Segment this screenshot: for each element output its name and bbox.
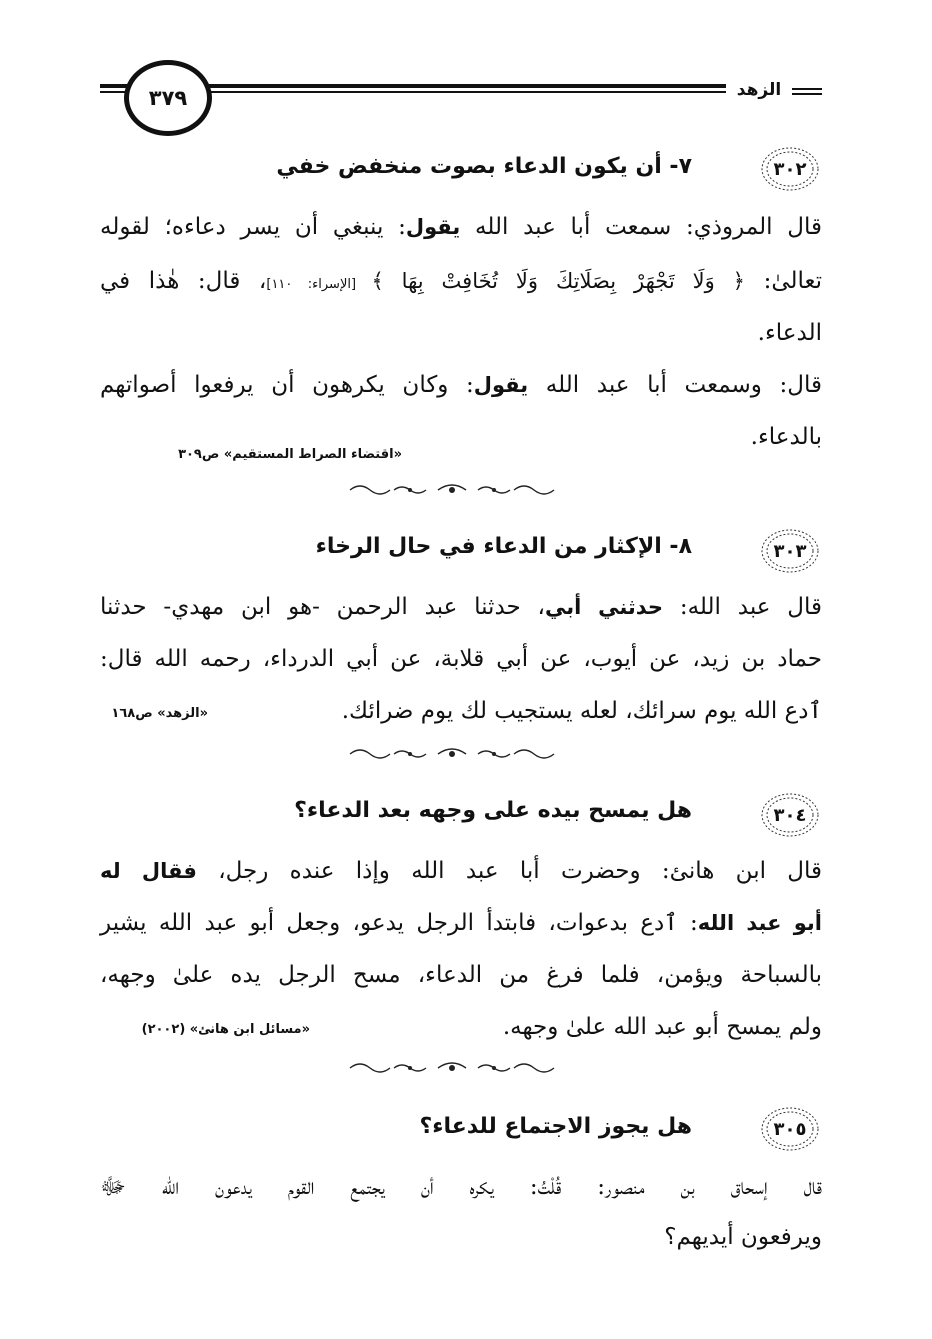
section-number-badge — [760, 528, 820, 574]
section-heading: هل يمسح بيده على وجهه بعد الدعاء؟ — [294, 798, 692, 823]
text-line: بالدعاء. — [750, 424, 822, 450]
text-line: قال المروذي: سمعت أبا عبد الله يقول: ينبغي أن يسر دعاءه؛ لقوله — [100, 214, 822, 240]
section-number-badge — [760, 792, 820, 838]
section-number-badge — [760, 1106, 820, 1152]
text-line: قال ابن هانئ: وحضرت أبا عبد الله وإذا عنده رجل، فقال له — [100, 858, 823, 884]
section-heading: ٧- أن يكون الدعاء بصوت منخفض خفي — [276, 154, 692, 179]
source-citation: «الزهد» ص١٦٨ — [111, 706, 208, 721]
text-line: قال عبد الله: حدثني أبي، حدثنا عبد الرحمن -هو ابن مهدي- حدثنا — [100, 594, 822, 620]
page-number: ٣٧٩ — [124, 60, 212, 136]
section-heading: ٨- الإكثار من الدعاء في حال الرخاء — [315, 534, 692, 559]
section-number: ٣٠٢ — [773, 158, 807, 180]
text-line: أبو عبد الله: ٱدع بدعوات، فابتدأ الرجل يدعو، وجعل أبو عبد الله يشير — [100, 910, 823, 936]
section-heading: هل يجوز الاجتماع للدعاء؟ — [419, 1114, 692, 1139]
text-line: قال إسحاق بن منصور: قُلْتُ: يكره أن يجتمع القوم يدعون الله ﷻ — [100, 1174, 822, 1200]
text-line: ولم يمسح أبو عبد الله علىٰ وجهه. — [502, 1014, 822, 1040]
verse-reference: [الإسراء: ١١٠] — [266, 277, 372, 292]
ornament-divider — [346, 746, 558, 762]
header-rule-far — [792, 88, 822, 98]
ornament-divider — [346, 1060, 558, 1076]
source-citation: «مسائل ابن هانئ» (٢٠٠٢) — [141, 1022, 310, 1037]
text-line: حماد بن زيد، عن أيوب، عن أبي قلابة، عن أبي الدرداء، رحمه الله قال: — [100, 646, 822, 672]
section-number-badge — [760, 146, 820, 192]
ornament-divider — [346, 482, 558, 498]
text-line: ٱدع الله يوم سرائك، لعله يستجيب لك يوم ضرائك. — [341, 698, 822, 724]
section-number: ٣٠٣ — [773, 540, 807, 562]
header-rule-right — [204, 84, 726, 96]
section-number: ٣٠٤ — [773, 804, 807, 826]
text-line: تعالىٰ: ﴿ وَلَا تَجْهَرْ بِصَلَاتِكَ وَلَا تُخَافِتْ بِهَا ﴾ [الإسراء: ١١٠]، قال: هٰذا في — [100, 268, 823, 294]
text-line: ويرفعون أيديهم؟ — [664, 1224, 822, 1250]
text-line: بالسباحة ويؤمن، فلما فرغ من الدعاء، مسح الرجل يده علىٰ وجهه، — [100, 962, 822, 988]
quran-verse: ﴿ وَلَا تَجْهَرْ بِصَلَاتِكَ وَلَا تُخَافِتْ بِهَا ﴾ — [371, 269, 745, 293]
text-line: الدعاء. — [757, 320, 822, 346]
text-line: قال: وسمعت أبا عبد الله يقول: وكان يكرهون أن يرفعوا أصواتهم — [100, 372, 822, 398]
source-citation: «اقتضاء الصراط المستقيم» ص٣٠٩ — [178, 447, 402, 462]
running-title: الزهد — [736, 80, 782, 100]
section-number: ٣٠٥ — [773, 1118, 807, 1140]
